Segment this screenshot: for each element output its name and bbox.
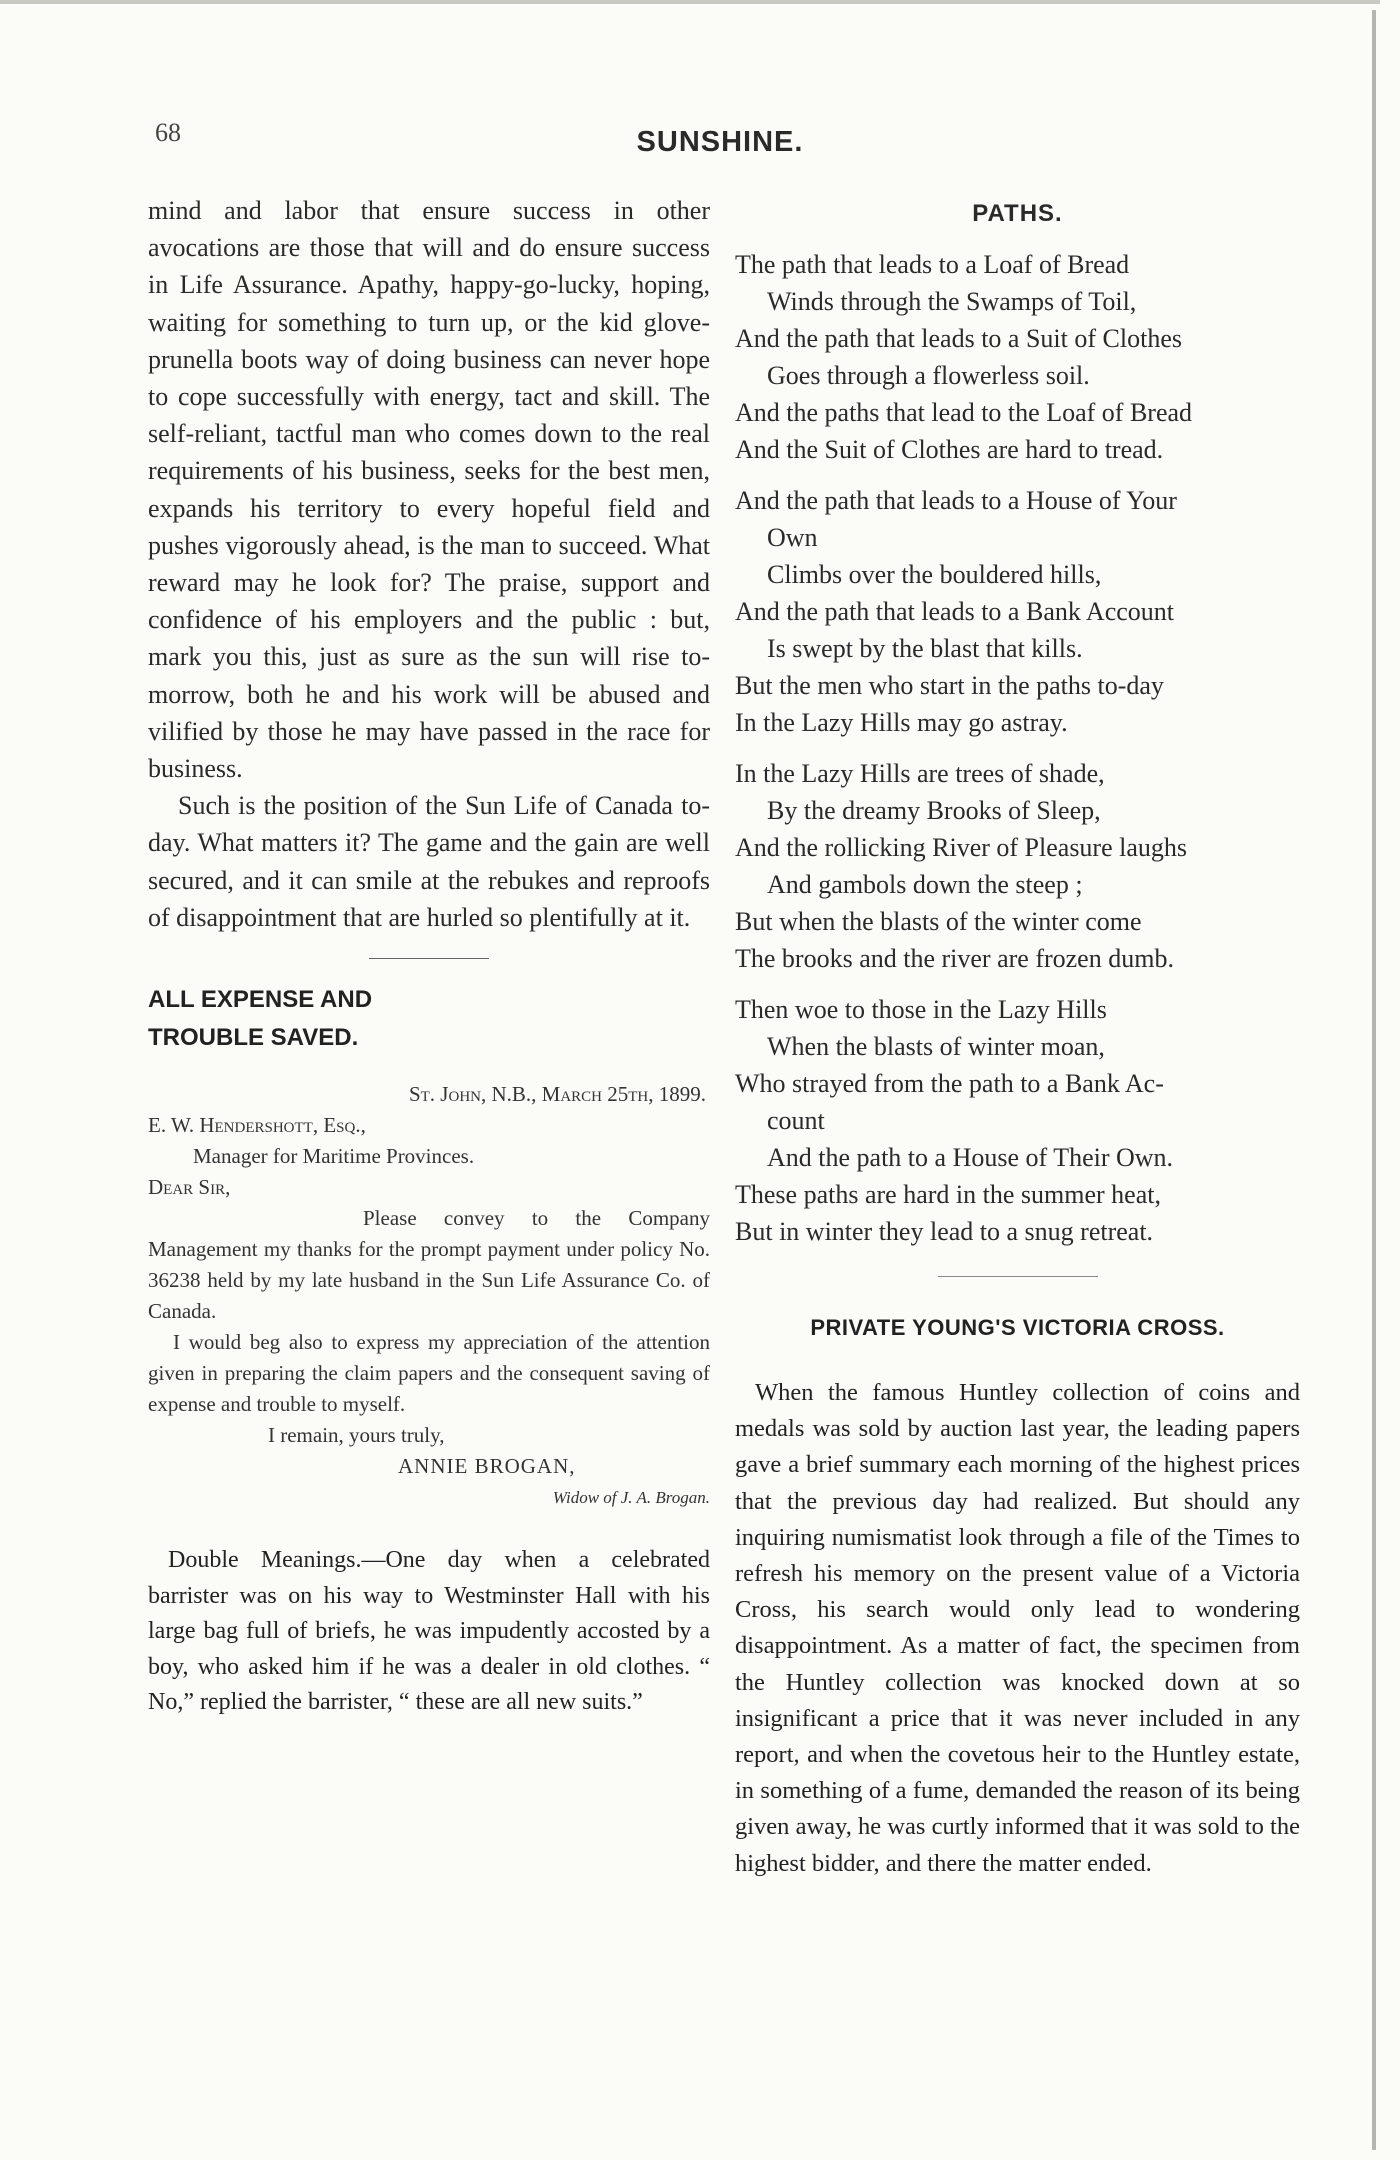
testimonial-letter — [148, 1079, 710, 1513]
letter-salutation: Dear Sir, — [148, 1175, 231, 1200]
page-number: 68 — [155, 118, 181, 147]
poem-line: But when the blasts of the winter come — [735, 907, 1142, 936]
poem-line: And the Suit of Clothes are hard to tread. — [735, 435, 1164, 464]
story-paragraph: When the famous Huntley collection of coins and medals was sold by auction last year, the leading papers gave a brief summary each morning of the highest prices that the previous day had realized. But should any inquiring numismatist look through a file of the Times to refresh his memory on the present value of a Victoria Cross, his search would only lead to wondering disappointment. As a matter of fact, the specimen from the Huntley collection was knocked down at so insignificant a price that it was never included in any report, and when the covetous heir to the Huntley estate, in something of a fume, demanded the reason of its being given away, he was curtly informed that it was sold to the highest bidder, and there the matter ended. — [735, 1379, 1300, 1877]
poem-line: And the path that leads to a Bank Account — [735, 597, 1175, 626]
poem-line: And gambols down the steep ; — [767, 870, 1083, 899]
poem-line: Who strayed from the path to a Bank Ac- — [735, 1069, 1164, 1098]
scan-edge-top — [0, 0, 1380, 4]
poem-line: Goes through a flowerless soil. — [767, 361, 1090, 390]
poem-line: Winds through the Swamps of Toil, — [767, 287, 1137, 316]
poem-line: count — [767, 1106, 825, 1135]
letter-signer: ANNIE BROGAN, — [398, 1454, 576, 1479]
article-paragraph: mind and labor that ensure success in other avocations are those that will and do ensure success in Life Assurance. Apathy, happy-go-lucky, hoping, waiting for something to turn up, or the kid glove-prunella boots way of doing business can never hope to cope successfully with energy, tact and skill. The self-reliant, tactful man who comes down to the real requirements of his business, seeks for the best men, expands his territory to every hopeful field and pushes vigorously ahead, is the man to succeed. What reward may he look for? The praise, support and confidence of his employers and the public : but, mark you this, just as sure as the sun will rise to-morrow, both he and his work will be abused and vilified by those he may have passed in the race for business. — [148, 196, 710, 784]
poem — [735, 246, 1300, 1250]
poem-line: Then woe to those in the Lazy Hills — [735, 995, 1107, 1024]
poem-line: And the path that leads to a Suit of Clothes — [735, 324, 1182, 353]
stanza-break — [735, 977, 1300, 991]
poem-line: And the path that leads to a House of Your — [735, 486, 1177, 515]
letter-closing: I remain, yours truly, — [268, 1423, 445, 1448]
right-column — [735, 192, 1300, 1882]
stanza-break — [735, 468, 1300, 482]
section-heading: PRIVATE YOUNG'S VICTORIA CROSS. — [810, 1315, 1225, 1340]
poem-title: PATHS. — [972, 200, 1063, 227]
letter-body: I would beg also to express my appreciation of the attention given in preparing the claim papers and the consequent saving of expense and trouble to myself. — [148, 1330, 710, 1417]
section-divider — [938, 1276, 1098, 1277]
running-title: SUNSHINE. — [636, 126, 804, 158]
letter-place-date: St. John, N.B., March 25th, 1899. — [408, 1082, 706, 1107]
poem-line: But the men who start in the paths to-day — [735, 671, 1164, 700]
poem-line: By the dreamy Brooks of Sleep, — [767, 796, 1101, 825]
letter-addressee-role: Manager for Maritime Provinces. — [193, 1144, 475, 1169]
left-column — [148, 192, 710, 1721]
poem-line: But in winter they lead to a snug retreat. — [735, 1217, 1154, 1246]
poem-line: In the Lazy Hills are trees of shade, — [735, 759, 1105, 788]
article-paragraph: Such is the position of the Sun Life of Canada to-day. What matters it? The game and the gain are well secured, and it can smile at the rebukes and reproofs of disappointment that are hurled so plentifully at it. — [148, 791, 710, 932]
poem-line: The brooks and the river are frozen dumb. — [735, 944, 1174, 973]
poem-line: The path that leads to a Loaf of Bread — [735, 250, 1130, 279]
poem-line: When the blasts of winter moan, — [767, 1032, 1105, 1061]
poem-line: In the Lazy Hills may go astray. — [735, 708, 1068, 737]
poem-line: And the rollicking River of Pleasure laughs — [735, 833, 1188, 862]
poem-line: These paths are hard in the summer heat, — [735, 1180, 1161, 1209]
scan-edge-right — [1372, 10, 1376, 2150]
letter-addressee: E. W. Hendershott, Esq., — [148, 1113, 366, 1138]
headline-line: TROUBLE SAVED. — [148, 1024, 359, 1052]
letter-signer-note: Widow of J. A. Brogan. — [552, 1488, 710, 1508]
poem-line: Climbs over the bouldered hills, — [767, 560, 1102, 589]
section-divider — [369, 958, 489, 959]
poem-line: And the path to a House of Their Own. — [767, 1143, 1174, 1172]
poem-line: And the paths that lead to the Loaf of Bread — [735, 398, 1193, 427]
letter-body: Please convey to the Company Management my thanks for the prompt payment under policy No. 36238 held by my late husband in the Sun Life Assurance Co. of Canada. — [148, 1206, 710, 1324]
headline-line: ALL EXPENSE AND — [148, 986, 373, 1014]
anecdote-paragraph: Double Meanings.—One day when a celebrated barrister was on his way to Westminster Hall with his large bag full of briefs, he was impudently accosted by a boy, who asked him if he was a dealer in old clothes. “ No,” replied the barrister, “ these are all new suits.” — [148, 1547, 710, 1716]
stanza-break — [735, 741, 1300, 755]
poem-line: Is swept by the blast that kills. — [767, 634, 1083, 663]
poem-line: Own — [767, 523, 818, 552]
